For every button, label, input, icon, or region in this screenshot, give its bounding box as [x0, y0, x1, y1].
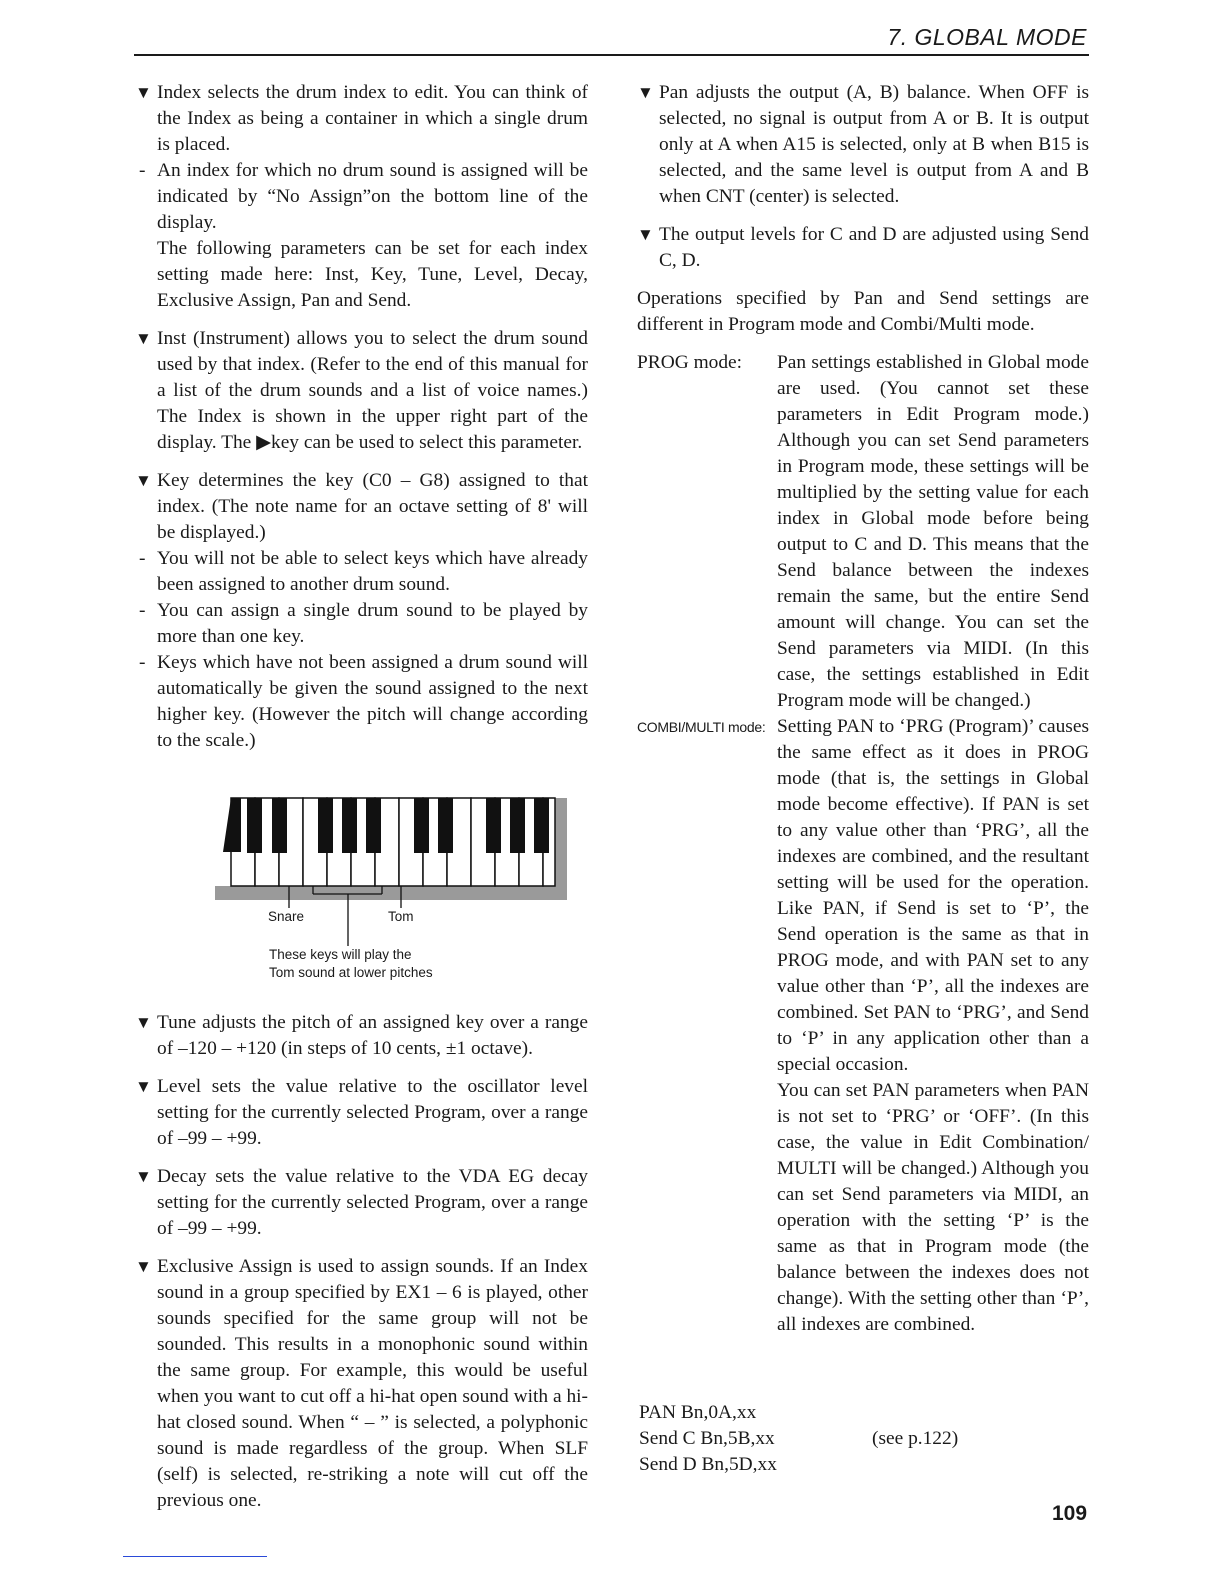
midi-pan: PAN Bn,0A,xx	[639, 1402, 757, 1423]
figure-caption-line1: These keys will play the	[269, 947, 412, 962]
combi-mode-text: Setting PAN to ‘PRG (Program)’ causes the same effect as it does in PROG mode (that is, the settings in Global mode become effective). If PAN is set to any value other than ‘PRG’, all the indexes are combined, and the resultant setting will be used for the operation. Like PAN, if Send is set to ‘P’, the Send operation is the same as that in PROG mode, and with PAN set to any value other than ‘P’, all the indexes are combined. Set PAN to ‘PRG’, and Send to ‘P’ in any application other than a special occasion.	[777, 716, 1089, 1075]
index-extra: The following parameters can be set for each index setting made here: Inst, Key, Tune, Level, Decay, Exclusive Assign, Pan and Send.	[157, 238, 588, 311]
triangle-bullet-icon: ▼	[135, 471, 152, 490]
page-header-title: 7. GLOBAL MODE	[887, 24, 1087, 50]
triangle-bullet-icon: ▼	[135, 1013, 152, 1032]
key-note-text: You can assign a single drum sound to be played by more than one key.	[157, 600, 588, 647]
black-key	[486, 798, 501, 853]
pan-section	[637, 80, 1089, 210]
decay-section	[135, 1164, 588, 1242]
key-text: Key determines the key (C0 – G8) assigned to that index. (The note name for an octave setting of 8' will be displayed.)	[157, 470, 588, 543]
exclusive-text: Exclusive Assign is used to assign sounds. If an Index sound in a group specified by EX1 – 6 is played, other sounds specified for the same group will not be sounded. This results in a monophonic sound within the same group. For example, this would be useful when you want to cut off a hi-hat open sound with a hi-hat closed sound. When “ – ” is selected, a polyphonic sound is made regardless of the group. When SLF (self) is selected, re-striking a note will cut off the previous one.	[157, 1256, 588, 1511]
left-column	[135, 80, 588, 1514]
triangle-bullet-icon: ▼	[135, 1077, 152, 1096]
midi-send-c: Send C Bn,5B,xx	[639, 1428, 775, 1449]
key-note-text: You will not be able to select keys which have already been assigned to another drum sound.	[157, 548, 588, 595]
triangle-bullet-icon: ▼	[135, 1167, 152, 1186]
midi-see-reference: (see p.122)	[872, 1428, 959, 1449]
combi-mode-label: COMBI/MULTI mode:	[637, 719, 766, 735]
output-text: The output levels for C and D are adjusted using Send C, D.	[659, 224, 1089, 271]
key-note: - You can assign a single drum sound to be played by more than one key.	[139, 600, 588, 647]
key-section	[135, 468, 588, 546]
index-note-text: An index for which no drum sound is assigned will be indicated by “No Assign”on the bottom line of the display.	[157, 160, 588, 233]
operations-text: Operations specified by Pan and Send settings are different in Program mode and Combi/Multi mode.	[637, 288, 1089, 335]
triangle-bullet-icon: ▼	[135, 1257, 152, 1276]
triangle-bullet-icon: ▼	[135, 83, 152, 102]
key-note-text: Keys which have not been assigned a drum sound will automatically be given the sound assigned to the next higher key. (However the pitch will change according to the scale.)	[157, 652, 588, 751]
output-section	[637, 222, 1089, 274]
figure-caption-line2: Tom sound at lower pitches	[269, 965, 433, 980]
combi-mode-text2: You can set PAN parameters when PAN is not set to ‘PRG’ or ‘OFF’. (In this case, the value in Edit Combination/ MULTI will be changed.) Although you can set Send parameters via MIDI, an operation with the setting ‘P’ is the same as that in Program mode (the balance between the indexes does not change). With the setting other than ‘P’, all indexes are combined.	[777, 1080, 1089, 1335]
triangle-bullet-icon: ▼	[135, 329, 152, 348]
index-note: - An index for which no drum sound is assigned will be indicated by “No Assign”on the bottom line of the display.	[139, 160, 588, 233]
prog-mode-row	[637, 350, 1089, 714]
pan-text: Pan adjusts the output (A, B) balance. When OFF is selected, no signal is output from A or B. It is output only at A when A15 is selected, only at B when B15 is selected, and the same level is output from A and B when CNT (center) is selected.	[659, 82, 1089, 207]
inst-section	[135, 326, 588, 456]
prog-mode-label: PROG mode:	[637, 352, 743, 373]
tune-section	[135, 1010, 588, 1062]
black-key	[318, 798, 333, 853]
right-column	[637, 80, 1089, 1338]
triangle-bullet-icon: ▼	[637, 225, 654, 244]
black-key	[272, 798, 287, 853]
header-rule	[134, 54, 1089, 56]
keyboard-base-shadow	[215, 886, 567, 900]
black-key	[414, 798, 429, 853]
snare-label: Snare	[268, 909, 305, 924]
key-note: - You will not be able to select keys which have already been assigned to another drum sound.	[139, 548, 588, 595]
prog-mode-text: Pan settings established in Global mode are used. (You cannot set these parameters in Edit Program mode.) Although you can set Send parameters in Program mode, these settings will be multiplied by the setting value for each index in Global mode before being output to C and D. This means that the Send balance between the indexes remain the same, but the entire Send amount will change. You can set the Send parameters via MIDI. (In this case, the settings established in Edit Program mode will be changed.)	[777, 352, 1089, 711]
midi-block	[639, 1400, 777, 1478]
triangle-bullet-icon: ▼	[637, 83, 654, 102]
footer-rule	[123, 1556, 267, 1557]
tom-label: Tom	[388, 909, 414, 924]
decay-text: Decay sets the value relative to the VDA EG decay setting for the currently selected Program, over a range of –99 – +99.	[157, 1166, 588, 1239]
exclusive-section	[135, 1254, 588, 1514]
level-section	[135, 1074, 588, 1152]
page-number: 109	[1052, 1502, 1088, 1525]
black-key	[438, 798, 453, 853]
black-key	[366, 798, 381, 853]
inst-text: Inst (Instrument) allows you to select the drum sound used by that index. (Refer to the end of this manual for a list of the drum sounds and a list of voice names.) The Index is shown in the upper right part of the display. The ▶key can be used to select this parameter.	[157, 328, 588, 453]
combi-mode-row	[637, 714, 1089, 1338]
level-text: Level sets the value relative to the oscillator level setting for the currently selected Program, over a range of –99 – +99.	[157, 1076, 588, 1149]
midi-send-d: Send D Bn,5D,xx	[639, 1454, 777, 1475]
black-key	[342, 798, 357, 853]
key-note: - Keys which have not been assigned a drum sound will automatically be given the sound assigned to the next higher key. (However the pitch will change according to the scale.)	[139, 652, 588, 751]
black-key	[534, 798, 549, 853]
index-text: Index selects the drum index to edit. You can think of the Index as being a container in which a single drum is placed.	[157, 82, 588, 155]
tune-text: Tune adjusts the pitch of an assigned key over a range of –120 – +120 (in steps of 10 cents, ±1 octave).	[157, 1012, 588, 1059]
black-key	[223, 798, 241, 852]
keyboard-figure	[135, 768, 588, 998]
black-key	[247, 798, 262, 853]
index-section	[135, 80, 588, 158]
black-key	[510, 798, 525, 853]
